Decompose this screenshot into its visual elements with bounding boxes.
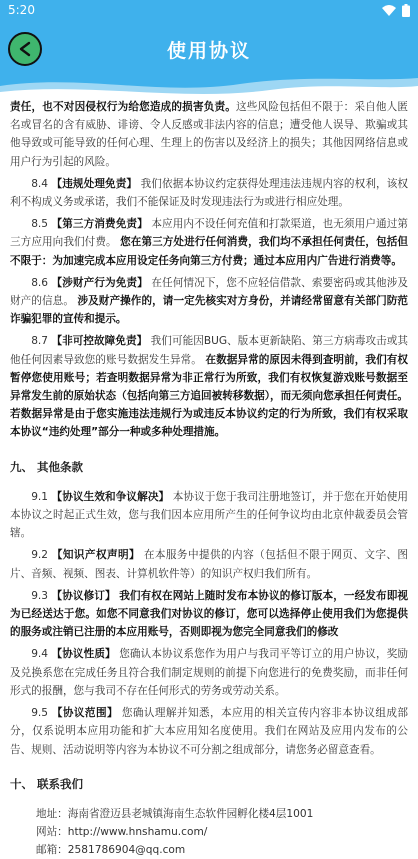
paragraph-8-6: 8.6 【涉财产行为免责】 在任何情况下，您不应轻信借款、索要密码或其他涉及财产的信息。 涉及财产操作的，请一定先核实对方身份，并请经常留意有关部门防范诈骗犯罪的宣传和提示。 bbox=[10, 276, 409, 326]
paragraph-8-3-tail: 责任，也不对因侵权行为给您造成的损害负责。这些风险包括但不限于：采自他人匿名或冒名的含有威胁、诽谤、令人反感或非法内容的信息；遭受他人误导、欺骗或其他导致或可能导致的任何心理、生理上的伤害以及经济上的损失；其他因网络信息或用户行为引起的风险。 bbox=[10, 101, 409, 168]
contact-website[interactable]: 网站：http://www.hnshamu.com/ bbox=[36, 825, 208, 838]
status-time: 5:20 bbox=[8, 3, 35, 17]
section-heading-10: 十、 联系我们 bbox=[10, 776, 84, 791]
status-bar bbox=[0, 0, 418, 22]
battery-icon bbox=[402, 4, 410, 17]
paragraph-9-2: 9.2 【知识产权声明】 在本服务中提供的内容（包括但不限于网页、文字、图片、音频、视频、图表、计算机软件等）的知识产权归我们所有。 bbox=[10, 549, 409, 580]
paragraph-9-5: 9.5 【协议范围】 您确认理解并知悉，本应用的相关宣传内容非本协议组成部分，仅系说明本应用功能和扩大本应用知名度使用。我们在网站及应用内发布的公告、规则、活动说明等内容为本协议不可分割之组成部分，请您务必留意查看。 bbox=[10, 707, 409, 756]
paragraph-8-7: 8.7 【非可控故障免责】 我们可能因BUG、版本更新缺陷、第三方病毒攻击或其他任何因素导致您的账号数据发生异常。 在数据异常的原因未得到查明前，我们有权暂停您使用账号；若查明数据异常为非正常行为所致，我们有权恢复游戏账号数据至异常发生前的原始状态（包括向第三方追回被转移数据），而无须向您承担任何责任。若数据异常是由于您实施违法违规行为或违反本协议约定的行为所致，我们有权采取本协议“违约处理”部分一种或多种处理措施。 bbox=[10, 335, 409, 439]
section-heading-9: 九、 其他条款 bbox=[10, 459, 84, 474]
status-icons bbox=[382, 4, 410, 17]
paragraph-8-4: 8.4 【违规处理免责】 我们依据本协议约定获得处理违法违规内容的权利，该权利不构成义务或承诺，我们不能保证及时发现违法行为或进行相应处理。 bbox=[10, 177, 409, 209]
paragraph-9-4: 9.4 【协议性质】 您确认本协议系您作为用户与我司平等订立的用户协议，奖励及兑换系您在完成任务且符合我们制定规则的前提下向您进行的免费奖励，而非任何形式的报酬，您与我司不存在任何形式的劳务或劳动关系。 bbox=[10, 648, 409, 697]
paragraph-8-5: 8.5 【第三方消费免责】 本应用内不设任何充值和打款渠道，也无须用户通过第三方应用向我们付费。 您在第三方处进行任何消费，我们均不承担任何责任，包括但不限于：为加速完成本应用设定任务向第三方付费；通过本应用内广告进行消费等。 bbox=[10, 218, 409, 267]
page-title: 使用协议 bbox=[166, 40, 251, 62]
wifi-icon bbox=[382, 5, 396, 16]
header-wave bbox=[0, 66, 418, 100]
app-header bbox=[0, 22, 418, 100]
contact-info bbox=[36, 805, 408, 859]
paragraph-9-3: 9.3 【协议修订】 我们有权在网站上随时发布本协议的修订版本，一经发布即视为已经送达于您。如您不同意我们对协议的修订，您可以选择停止使用我们为您提供的服务或注销已注册的本应用账号，否则即视为您完全同意我们的修改 bbox=[10, 589, 409, 639]
paragraph-9-1: 9.1 【协议生效和争议解决】 本协议于您于我司注册地签订，并于您在开始使用本协议之时起正式生效，您与我们因本应用所产生的任何争议均由北京仲裁委员会管辖。 bbox=[10, 490, 409, 540]
contact-email[interactable]: 邮箱：2581786904@qq.com bbox=[36, 843, 186, 856]
contact-address: 地址：海南省澄迈县老城镇海南生态软件园孵化楼4层1001 bbox=[36, 807, 314, 820]
agreement-content[interactable] bbox=[0, 100, 418, 856]
